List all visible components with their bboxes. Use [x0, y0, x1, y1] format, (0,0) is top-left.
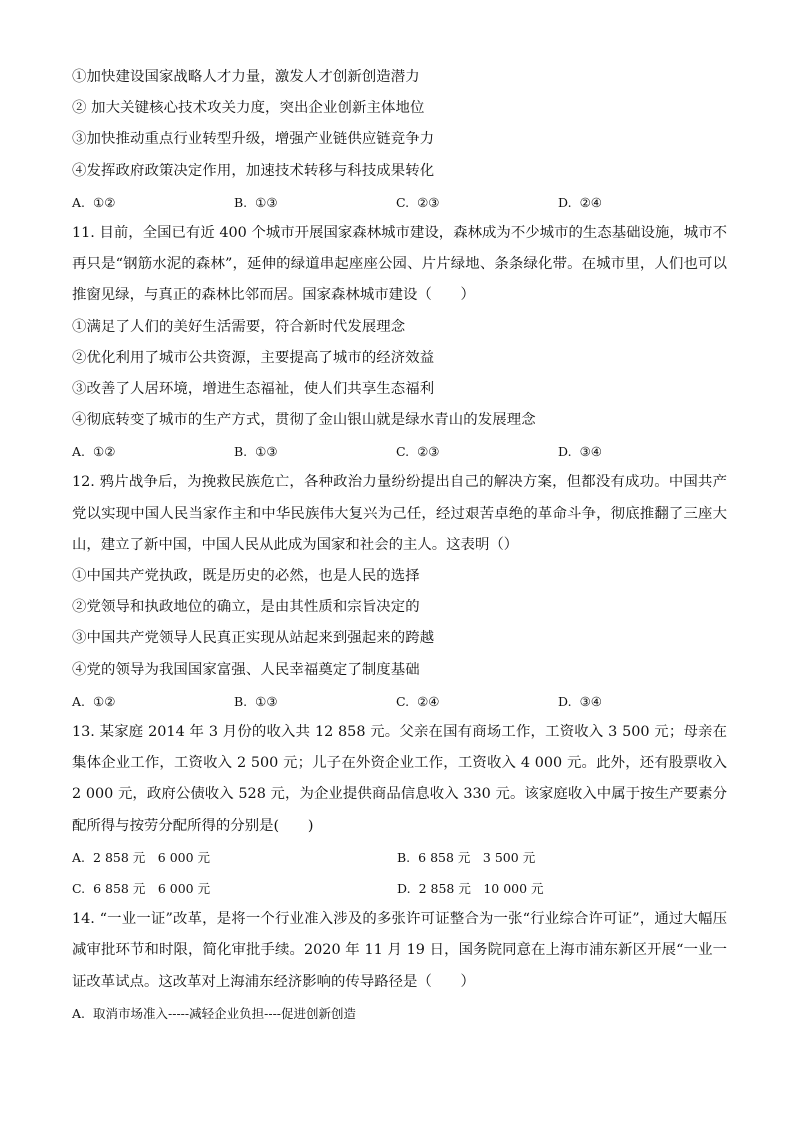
- option-letter: A.: [72, 849, 86, 865]
- option-d: [558, 187, 720, 218]
- option-text: ③④: [579, 444, 602, 460]
- question-11: [72, 218, 727, 468]
- option-text: ②④: [417, 693, 440, 709]
- option-a: [72, 686, 234, 717]
- option-text: ①②: [93, 194, 116, 210]
- option-text: 2 858 元 10 000 元: [418, 881, 544, 897]
- statement-1: ①满足了人们的美好生活需要，符合新时代发展理念: [72, 318, 406, 335]
- statement-4: ④发挥政府政策决定作用，加速技术转移与科技成果转化: [72, 162, 435, 179]
- option-a: [72, 842, 397, 873]
- statement-3: ③加快推动重点行业转型升级，增强产业链供应链竞争力: [72, 131, 435, 148]
- question-10: [72, 62, 727, 218]
- option-letter: A.: [72, 194, 86, 210]
- option-letter: C.: [396, 444, 410, 460]
- option-b: [234, 686, 396, 717]
- question-13: [72, 717, 727, 904]
- answer-options: [72, 686, 727, 717]
- option-letter: D.: [558, 444, 572, 460]
- option-text: ③④: [579, 693, 602, 709]
- statement-4: ④党的领导为我国国家富强、人民幸福奠定了制度基础: [72, 661, 420, 678]
- option-b: [234, 187, 396, 218]
- option-c: [396, 686, 558, 717]
- option-letter: B.: [234, 693, 248, 709]
- option-a: [72, 436, 234, 467]
- option-text: ①③: [255, 693, 278, 709]
- statement-3: ③中国共产党领导人民真正实现从站起来到强起来的跨越: [72, 630, 435, 647]
- option-c: [72, 873, 397, 904]
- option-text: 取消市场准入-----减轻企业负担----促进创新创造: [93, 1005, 357, 1021]
- option-letter: A.: [72, 1005, 86, 1021]
- question-stem: 13. 某家庭 2014 年 3 月份的收入共 12 858 元。父亲在国有商场工作，工资收入 3 500 元；母亲在集体企业工作，工资收入 2 500 元；儿子在外资企业工作，工资收入 4 000 元。此外，还有股票收入 2 000 元，政府公债收入 528 元，为企业提供商品信息收入 330 元。该家庭收入中属于按生产要素分配所得与按劳分配所得的分别是( ): [72, 724, 727, 834]
- question-stem: 14. “一业一证”改革，是将一个行业准入涉及的多张许可证整合为一张“行业综合许可证”，通过大幅压减审批环节和时限，简化审批手续。2020 年 11 月 19 日，国务院同意在上海市浦东新区开展“一业一证改革试点。这改革对上海浦东经济影响的传导路径是（ ）: [72, 911, 727, 990]
- option-text: 2 858 元 6 000 元: [93, 849, 211, 865]
- option-text: 6 858 元 3 500 元: [418, 849, 536, 865]
- statement-2: ②党领导和执政地位的确立，是由其性质和宗旨决定的: [72, 599, 420, 616]
- option-text: ①②: [93, 693, 116, 709]
- statement-2: ②优化利用了城市公共资源，主要提高了城市的经济效益: [72, 349, 435, 366]
- option-letter: D.: [558, 693, 572, 709]
- option-d: [558, 436, 720, 467]
- answer-options: [72, 436, 727, 467]
- option-text: ②③: [417, 194, 440, 210]
- question-14: [72, 904, 727, 1029]
- option-b: [397, 842, 722, 873]
- option-letter: B.: [234, 194, 248, 210]
- question-stem: 11. 目前，全国已有近 400 个城市开展国家森林城市建设，森林成为不少城市的生态基础设施，城市不再只是“钢筋水泥的森林”，延伸的绿道串起座座公园、片片绿地、条条绿化带。在城市里，人们也可以推窗见绿，与真正的森林比邻而居。国家森林城市建设（ ）: [72, 224, 727, 304]
- option-text: ②④: [579, 194, 602, 210]
- answer-options-row-1: [72, 842, 727, 873]
- option-d: [558, 686, 720, 717]
- question-stem: 12. 鸦片战争后，为挽救民族危亡，各种政治力量纷纷提出自己的解决方案，但都没有成功。中国共产党以实现中国人民当家作主和中华民族伟大复兴为己任，经过艰苦卓绝的革命斗争，彻底推翻了三座大山，建立了新中国，中国人民从此成为国家和社会的主人。这表明（）: [72, 474, 727, 553]
- option-text: ①②: [93, 444, 116, 460]
- option-d: [397, 873, 722, 904]
- option-letter: C.: [72, 881, 86, 897]
- option-letter: C.: [396, 693, 410, 709]
- option-c: [396, 436, 558, 467]
- option-text: 6 858 元 6 000 元: [93, 881, 211, 897]
- option-letter: C.: [396, 194, 410, 210]
- answer-options: [72, 998, 727, 1029]
- statement-4: ④彻底转变了城市的生产方式，贯彻了金山银山就是绿水青山的发展理念: [72, 412, 536, 429]
- statement-1: ①中国共产党执政，既是历史的必然，也是人民的选择: [72, 568, 420, 585]
- exam-page: [72, 62, 727, 1029]
- option-text: ②③: [417, 444, 440, 460]
- answer-options: [72, 187, 727, 218]
- statement-2: ② 加大关键核心技术攻关力度，突出企业创新主体地位: [72, 100, 425, 117]
- option-text: ①③: [255, 444, 278, 460]
- option-letter: D.: [397, 881, 411, 897]
- option-a: [72, 187, 234, 218]
- option-letter: A.: [72, 693, 86, 709]
- option-letter: A.: [72, 444, 86, 460]
- option-letter: B.: [234, 444, 248, 460]
- option-b: [234, 436, 396, 467]
- option-letter: B.: [397, 849, 411, 865]
- option-c: [396, 187, 558, 218]
- statement-3: ③改善了人居环境，增进生态福祉，使人们共享生态福利: [72, 380, 435, 397]
- answer-options-row-2: [72, 873, 727, 904]
- option-text: ①③: [255, 194, 278, 210]
- question-12: [72, 467, 727, 717]
- option-a: [72, 998, 356, 1029]
- option-letter: D.: [558, 194, 572, 210]
- statement-1: ①加快建设国家战略人才力量，激发人才创新创造潜力: [72, 69, 420, 85]
